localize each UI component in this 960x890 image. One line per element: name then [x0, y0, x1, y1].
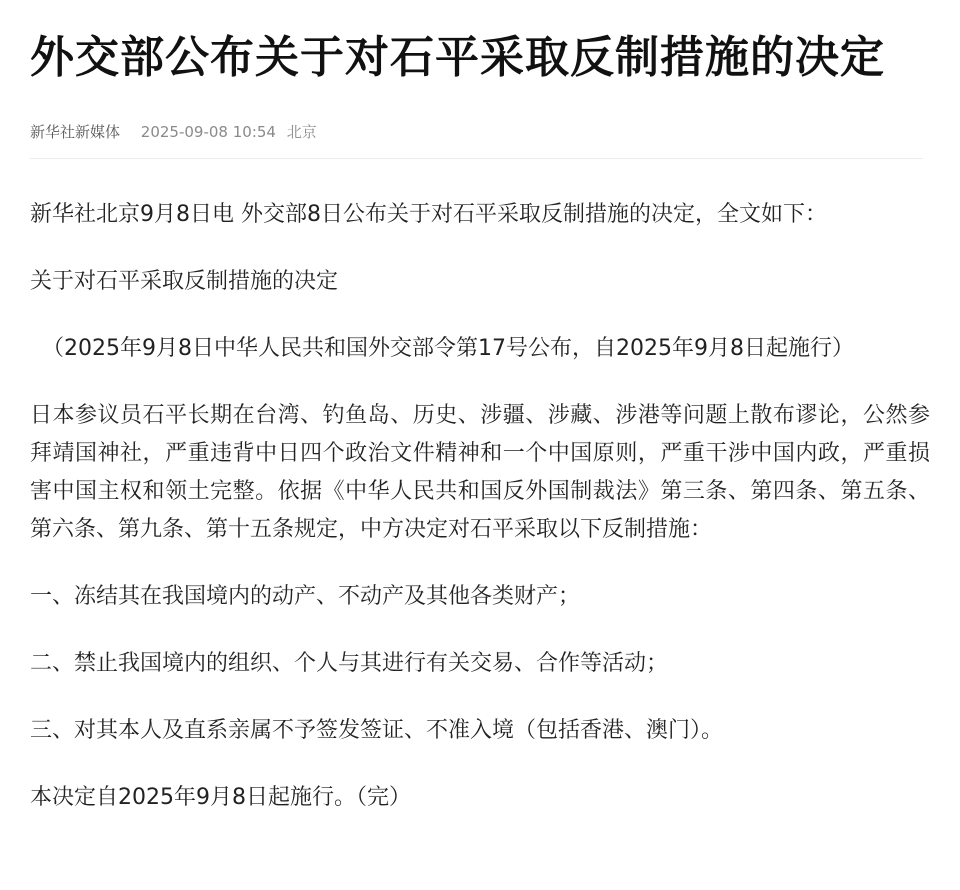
decision-note: （2025年9月8日中华人民共和国外交部令第17号公布，自2025年9月8日起施行）: [42, 336, 854, 361]
decision-heading: 关于对石平采取反制措施的决定: [30, 269, 339, 294]
publish-location: 北京: [286, 123, 317, 141]
measure-item-1: 一、冻结其在我国境内的动产、不动产及其他各类财产；: [30, 584, 581, 609]
measure-item-2: 二、禁止我国境内的组织、个人与其进行有关交易、合作等活动；: [30, 651, 669, 676]
article-body: [30, 196, 930, 846]
decision-background-paragraph: 日本参议员石平长期在台湾、钓鱼岛、历史、涉疆、涉藏、涉港等问题上散布谬论，公然参拜靖国神社，严重违背中日四个政治文件精神和一个中国原则，严重干涉中国内政，严重损害中国主权和领土完整。依据《中华人民共和国反外国制裁法》第三条、第四条、第五条、第六条、第九条、第十五条规定，中方决定对石平采取以下反制措施：: [30, 403, 930, 542]
meta-divider: [30, 158, 923, 159]
measure-item-3: 三、对其本人及直系亲属不予签发签证、不准入境（包括香港、澳门）。: [30, 718, 724, 743]
closing-paragraph: 本决定自2025年9月8日起施行。（完）: [30, 785, 411, 810]
article-meta: [30, 121, 317, 143]
article-title: 外交部公布关于对石平采取反制措施的决定: [30, 32, 885, 83]
publish-time: 2025-09-08 10:54: [140, 123, 276, 141]
lead-paragraph: 新华社北京9月8日电 外交部8日公布关于对石平采取反制措施的决定，全文如下：: [30, 202, 827, 227]
source-label: 新华社新媒体: [30, 123, 121, 141]
